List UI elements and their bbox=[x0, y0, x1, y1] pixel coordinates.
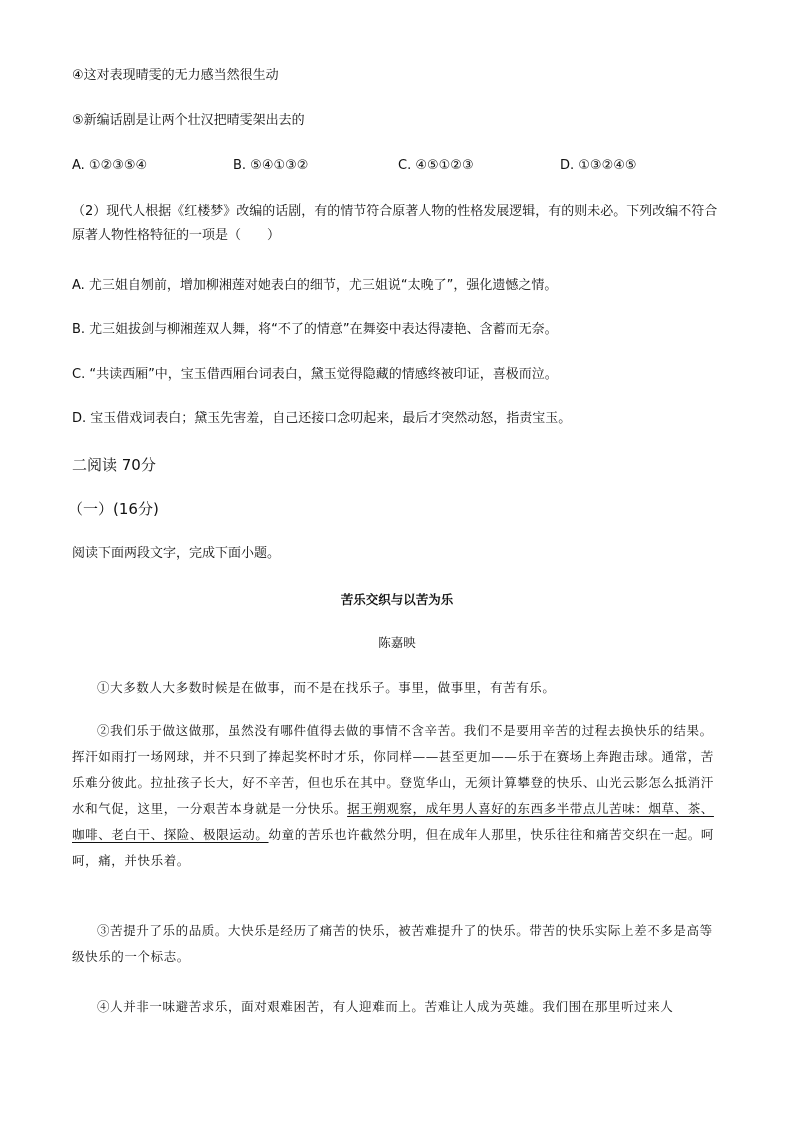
question2-option-a[interactable]: A. 尤三姐自刎前，增加柳湘莲对她表白的细节，尤三姐说“太晚了”，强化遗憾之情。 bbox=[72, 278, 558, 293]
question2-option-c[interactable]: C. “共读西厢”中，宝玉借西厢台词表白，黛玉觉得隐藏的情感终被印证，喜极而泣。 bbox=[72, 367, 558, 382]
article-title: 苦乐交织与以苦为乐 bbox=[340, 592, 454, 607]
article-paragraph-4: ④人并非一味避苦求乐，面对艰难困苦，有人迎难而上。苦难让人成为英雄。我们围在那里听过来人 bbox=[97, 999, 674, 1014]
paragraph-2-underlined: 据王朔观察，成年男人喜好的东西多半带点儿苦味：烟草、茶、咖啡、老白干、探险、极限运动。 bbox=[72, 801, 714, 842]
question2-option-d[interactable]: D. 宝玉借戏词表白；黛玉先害羞，自己还接口念叨起来，最后才突然动怒，指责宝玉。 bbox=[72, 411, 572, 426]
option-c[interactable]: C. ④⑤①②③ bbox=[398, 158, 474, 173]
option-d[interactable]: D. ①③②④⑤ bbox=[560, 158, 637, 173]
question2-option-b[interactable]: B. 尤三姐拔剑与柳湘莲双人舞，将“不了的情意”在舞姿中表达得凄艳、含蓄而无奈。 bbox=[72, 322, 558, 337]
option-b[interactable]: B. ⑤④①③② bbox=[233, 158, 309, 173]
reading-instruction: 阅读下面两段文字，完成下面小题。 bbox=[72, 546, 281, 561]
article-author: 陈嘉映 bbox=[378, 635, 416, 650]
paragraph-2-text-b: 幼童的苦乐也许截然分明，但在成年人那里，快乐往往和痛苦交织在一起。呵呵，痛，并快乐着。 bbox=[72, 827, 714, 868]
subsection-heading: （一）(16分) bbox=[68, 500, 159, 518]
question-item-4: ④这对表现晴雯的无力感当然很生动 bbox=[72, 68, 279, 83]
article-paragraph-2 bbox=[72, 718, 724, 874]
option-a[interactable]: A. ①②③⑤④ bbox=[72, 158, 148, 173]
paragraph-2-text-a: ②我们乐于做这做那，虽然没有哪件值得去做的事情不含辛苦。我们不是要用辛苦的过程去换快乐的结果。挥汗如雨打一场网球，并不只到了捧起奖杯时才乐，你同样——甚至更加——乐于在赛场上奔跑击球。通常，苦乐难分彼此。拉扯孩子长大，好不辛苦，但也乐在其中。登览华山，无须计算攀登的快乐、山光云影怎么抵消汗水和气促，这里，一分艰苦本身就是一分快乐。 bbox=[72, 723, 714, 816]
article-paragraph-3: ③苦提升了乐的品质。大快乐是经历了痛苦的快乐，被苦难提升了的快乐。带苦的快乐实际上差不多是高等级快乐的一个标志。 bbox=[72, 923, 713, 964]
section-heading: 二阅读 70分 bbox=[72, 456, 156, 474]
question2-stem: （2）现代人根据《红楼梦》改编的话剧，有的情节符合原著人物的性格发展逻辑，有的则未必。下列改编不符合原著人物性格特征的一项是（ ） bbox=[72, 204, 718, 243]
question-item-5: ⑤新编话剧是让两个壮汉把晴雯架出去的 bbox=[72, 113, 305, 128]
article-paragraph-1: ①大多数人大多数时候是在做事，而不是在找乐子。事里，做事里，有苦有乐。 bbox=[97, 680, 556, 695]
